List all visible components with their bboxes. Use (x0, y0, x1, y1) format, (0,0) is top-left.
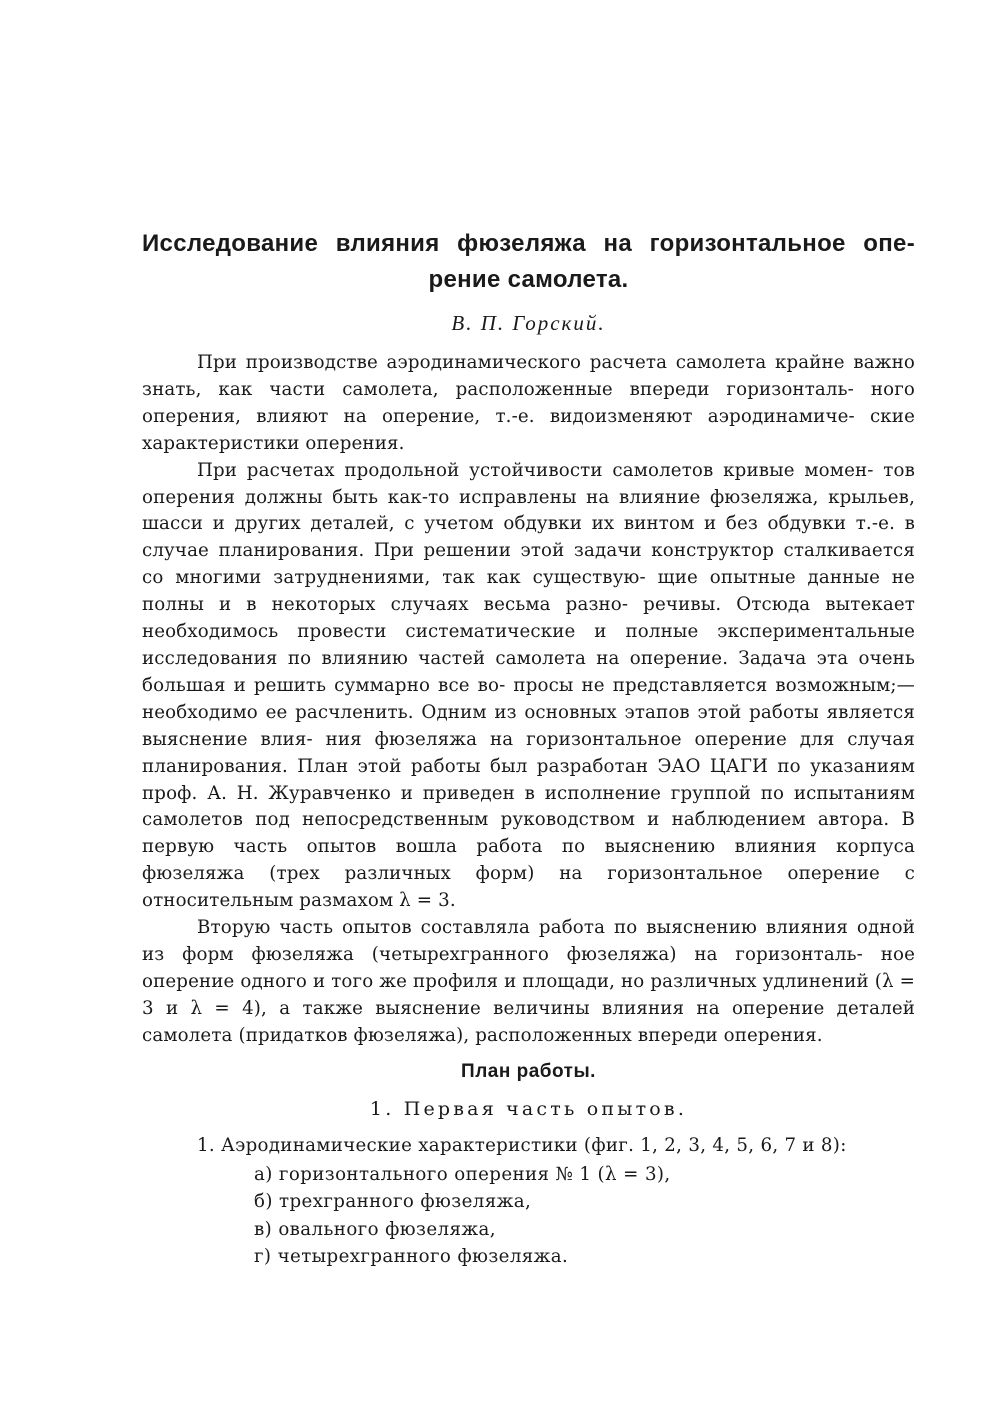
page-content (142, 226, 915, 1271)
part-heading: 1. Первая часть опытов. (369, 1097, 688, 1120)
list-item-intro: 1. Аэродинамические характеристики (фиг. 1, 2, 3, 4, 5, 6, 7 и 8): (197, 1134, 847, 1156)
article-author: В. П. Горский. (451, 311, 606, 335)
list-item: г) четырехгранного фюзеляжа. (254, 1246, 569, 1268)
article-title: Исследование влияния фюзеляжа на горизонтальное опе- рение самолета. (142, 230, 915, 293)
list-item: б) трехгранного фюзеляжа, (254, 1191, 532, 1213)
plan-heading: План работы. (461, 1060, 596, 1082)
paragraph-calculations: При расчетах продольной устойчивости самолетов кривые момен- тов оперения должны быть как-то исправлены на влияние фюзеляжа, крыльев, шасси и других деталей, с учетом обдувки их винтом и без обдувки т.-е. в случае планирования. При решении этой задачи конструктор сталкивается со многими затруднениями, так как существую- щие опытные данные не полны и в некоторых случаях весьма разно- речивы. Отсюда вытекает необходимось провести систематические и полные экспериментальные исследования по влиянию частей самолета на оперение. Задача эта очень большая и решить суммарно все во- просы не представляется возможным;—необходимо ее расчленить. Одним из основных этапов этой работы является выяснение влия- ния фюзеляжа на горизонтальное оперение для случая планирования. План этой работы был разработан ЭАО ЦАГИ по указаниям проф. А. Н. Журавченко и приведен в исполнение группой по испытаниям самолетов под непосредственным руководством и наблюдением автора. В первую часть опытов вошла работа по выяснению влияния корпуса фюзеляжа (трех различных форм) на горизонтальное оперение с относительным размахом λ = 3. (142, 459, 915, 912)
paragraph-intro: При производстве аэродинамического расчета самолета крайне важно знать, как части самолета, расположенные впереди горизонталь- ного оперения, влияют на оперение, т.-е. видоизменяют аэродинамиче- ские характеристики оперения. (142, 352, 915, 454)
list-item: а) горизонтального оперения № 1 (λ = 3), (254, 1163, 671, 1185)
paragraph-second-part: Вторую часть опытов составляла работа по выяснению влияния одной из форм фюзеляжа (четырехгранного фюзеляжа) на горизонталь- ное оперение одного и того же профиля и площади, но различных удлинений (λ = 3 и λ = 4), а также выяснение величины влияния на оперение деталей самолета (придатков фюзеляжа), расположенных впереди оперения. (142, 917, 915, 1046)
list-item: в) овального фюзеляжа, (254, 1218, 496, 1240)
sublist (254, 1161, 915, 1271)
